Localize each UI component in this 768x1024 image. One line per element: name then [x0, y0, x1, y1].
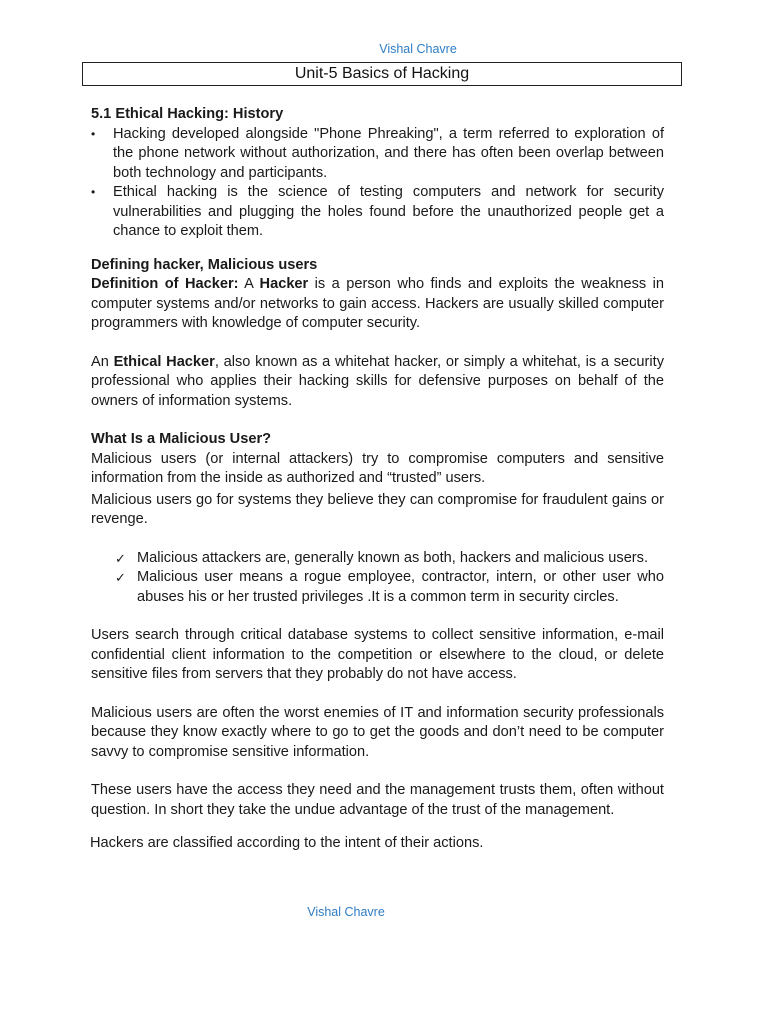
ethical-hacker-paragraph	[91, 353, 664, 412]
definition-label: Definition of Hacker:	[91, 276, 239, 292]
history-bullet-text: Hacking developed alongside "Phone Phreaking", a term referred to exploration of the phone network without authorization, and there has often been overlap between both technology and participants.	[113, 125, 664, 181]
checkmark-icon: ✓	[115, 550, 126, 566]
list-item	[115, 568, 664, 607]
header-author: Vishal Chavre	[379, 42, 457, 56]
history-bullet-list	[91, 125, 664, 242]
section-heading-malicious: What Is a Malicious User?	[91, 431, 272, 447]
list-item	[91, 183, 664, 242]
hacker-definition	[91, 275, 664, 334]
malicious-paragraph-6: Hackers are classified according to the intent of their actions.	[90, 835, 484, 851]
malicious-paragraph-1: Malicious users (or internal attackers) try to compromise computers and sensitive information from the inside as authorized and “trusted” users.	[91, 450, 664, 486]
section-heading-history: 5.1 Ethical Hacking: History	[91, 106, 284, 122]
footer-author: Vishal Chavre	[307, 905, 385, 919]
hacker-term: Hacker	[259, 276, 309, 292]
ethical-hacker-term: Ethical Hacker	[113, 353, 215, 370]
document-body	[91, 105, 664, 854]
malicious-paragraph-2: Malicious users go for systems they believe they can compromise for fraudulent gains or revenge.	[91, 491, 664, 527]
list-item	[115, 549, 664, 569]
bullet-icon: •	[91, 126, 96, 141]
malicious-paragraph-5: These users have the access they need and the management trusts them, often without question. In short they take the undue advantage of the trust of the management.	[91, 782, 664, 818]
check-item-text: Malicious user means a rogue employee, contractor, intern, or other user who abuses his or her trusted privileges .It is a common term in security circles.	[137, 569, 664, 605]
page-title: Unit-5 Basics of Hacking	[82, 62, 682, 86]
malicious-paragraph-4: Malicious users are often the worst enemies of IT and information security professionals because they know exactly where to go to get the goods and don’t need to be computer savvy to compromise sensitive information.	[91, 704, 664, 760]
definition-text: is a person who finds and exploits the weakness in computer systems and/or networks to gain access. Hackers are usually skilled computer programmers with knowledge of computer security.	[91, 276, 665, 331]
list-item	[91, 125, 664, 184]
section-heading-defining: Defining hacker, Malicious users	[91, 256, 318, 273]
check-item-text: Malicious attackers are, generally known as both, hackers and malicious users.	[137, 549, 649, 566]
bullet-icon: •	[91, 185, 96, 199]
checkmark-icon: ✓	[115, 570, 126, 585]
malicious-check-list	[91, 549, 664, 608]
malicious-paragraph-3: Users search through critical database systems to collect sensitive information, e-mail confidential client information to the competition or elsewhere to the cloud, or delete sensitive files from servers that they probably do not have access.	[91, 627, 664, 682]
ethical-hacker-text: , also known as a whitehat hacker, or simply a whitehat, is a security professional who applies their hacking skills for defensive purposes on behalf of the owners of information systems.	[91, 353, 664, 409]
ethical-article: An	[91, 353, 114, 370]
definition-article: A	[238, 276, 260, 292]
history-bullet-text: Ethical hacking is the science of testing computers and network for security vulnerabilities and plugging the holes found before the unauthorized people get a chance to exploit them.	[113, 184, 664, 239]
